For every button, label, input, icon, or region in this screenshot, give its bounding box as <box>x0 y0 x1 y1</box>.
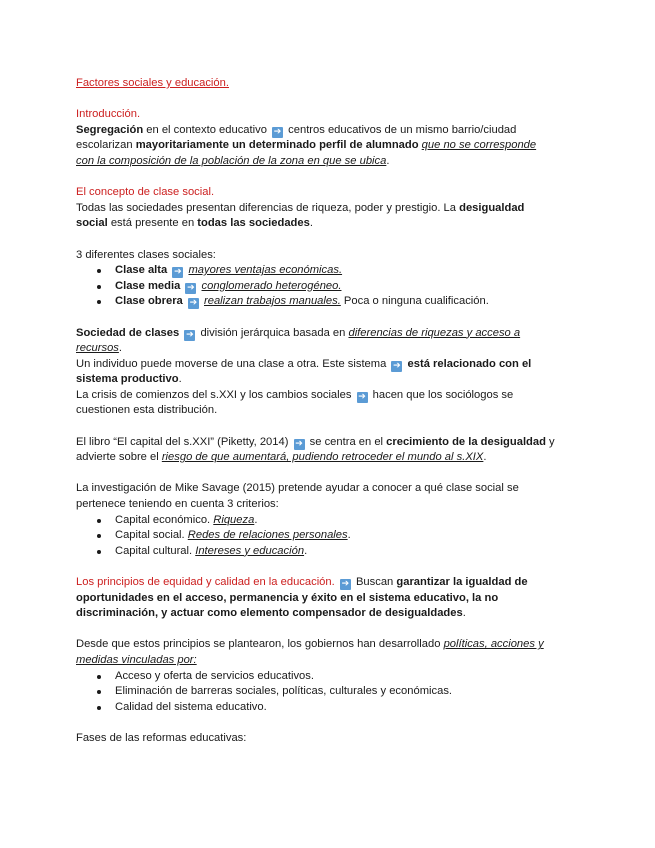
society-line-4: sistema productivo. <box>76 373 182 386</box>
right-arrow-icon: ➔ <box>295 438 303 449</box>
right-arrow-icon: ➔ <box>358 391 366 402</box>
book-line-2: advierte sobre el riesgo de que aumentará, pudiendo retroceder el mundo al s.XIX. <box>76 451 487 464</box>
intro-heading: Introducción. <box>76 108 141 121</box>
right-arrow-icon: ➔ <box>174 267 182 278</box>
concept-heading: El concepto de clase social. <box>76 186 215 199</box>
right-arrow-icon: ➔ <box>273 126 282 137</box>
list-item: Calidad del sistema educativo. <box>115 700 581 716</box>
document-title: Factores sociales y educación. <box>76 77 229 89</box>
list-item: Capital social. Redes de relaciones personales. <box>115 528 581 544</box>
right-arrow-icon: ➔ <box>393 360 401 371</box>
right-arrow-icon: ➔ <box>187 282 195 293</box>
classes-intro: 3 diferentes clases sociales: <box>76 248 216 261</box>
concept-line-2: social está presente en todas las sociedades. <box>76 217 313 230</box>
book-line-1: El libro “El capital del s.XXI” (Piketty, 2014) ➔ se centra en el crecimiento de la desigualdad y <box>76 435 555 449</box>
list-item: Clase media ➔ conglomerado heterogéneo. <box>115 279 581 295</box>
document-page <box>76 76 581 747</box>
criteria-list <box>76 513 581 560</box>
list-item: Capital cultural. Intereses y educación. <box>115 544 581 560</box>
principles-heading: Los principios de equidad y calidad en la educación. <box>76 576 335 588</box>
principles-line-1: Los principios de equidad y calidad en la educación. ➔ Buscan garantizar la igualdad de <box>76 576 528 589</box>
society-line-2: recursos. <box>76 342 123 355</box>
concept-line-1: Todas las sociedades presentan diferencias de riqueza, poder y prestigio. La desigualdad <box>76 201 525 214</box>
list-item: Clase alta ➔ mayores ventajas económicas. <box>115 263 581 279</box>
savage-line-2: pertenece teniendo en cuenta 3 criterios: <box>76 498 279 511</box>
right-arrow-icon: ➔ <box>186 329 194 340</box>
list-item: Clase obrera ➔ realizan trabajos manuales. Poca o ninguna cualificación. <box>115 294 581 310</box>
policies-line-1: Desde que estos principios se plantearon, los gobiernos han desarrollado políticas, acciones y <box>76 638 544 651</box>
policies-list <box>76 669 581 716</box>
intro-line-2: escolarizan mayoritariamente un determinado perfil de alumnado que no se corresponde <box>76 139 537 152</box>
principles-line-2: oportunidades en el acceso, permanencia y éxito en el sistema educativo, la no <box>76 591 499 604</box>
intro-line-1: Segregación en el contexto educativo ➔ centros educativos de un mismo barrio/ciudad <box>76 123 517 137</box>
list-item: Acceso y oferta de servicios educativos. <box>115 669 581 685</box>
right-arrow-icon: ➔ <box>189 298 198 309</box>
society-line-3: Un individuo puede moverse de una clase a otra. Este sistema ➔ está relacionado con el <box>76 357 532 371</box>
phases-line: Fases de las reformas educativas: <box>76 731 247 744</box>
society-line-5: La crisis de comienzos del s.XXI y los cambios sociales ➔ hacen que los sociólogos se <box>76 388 514 402</box>
intro-line-3: con la composición de la población de la zona en que se ubica. <box>76 154 390 167</box>
list-item: Eliminación de barreras sociales, políticas, culturales y económicas. <box>115 684 581 700</box>
right-arrow-icon: ➔ <box>341 579 350 589</box>
society-line-6: cuestionen esta distribución. <box>76 404 218 417</box>
principles-line-3: discriminación, y actuar como elemento compensador de desigualdades. <box>76 607 466 620</box>
list-item: Capital económico. Riqueza. <box>115 513 581 529</box>
society-line-1: Sociedad de clases ➔ división jerárquica basada en diferencias de riquezas y acceso a <box>76 326 521 340</box>
savage-line-1: La investigación de Mike Savage (2015) pretende ayudar a conocer a qué clase social se <box>76 482 519 495</box>
policies-line-2: medidas vinculadas por: <box>76 653 197 666</box>
classes-list <box>76 263 581 310</box>
